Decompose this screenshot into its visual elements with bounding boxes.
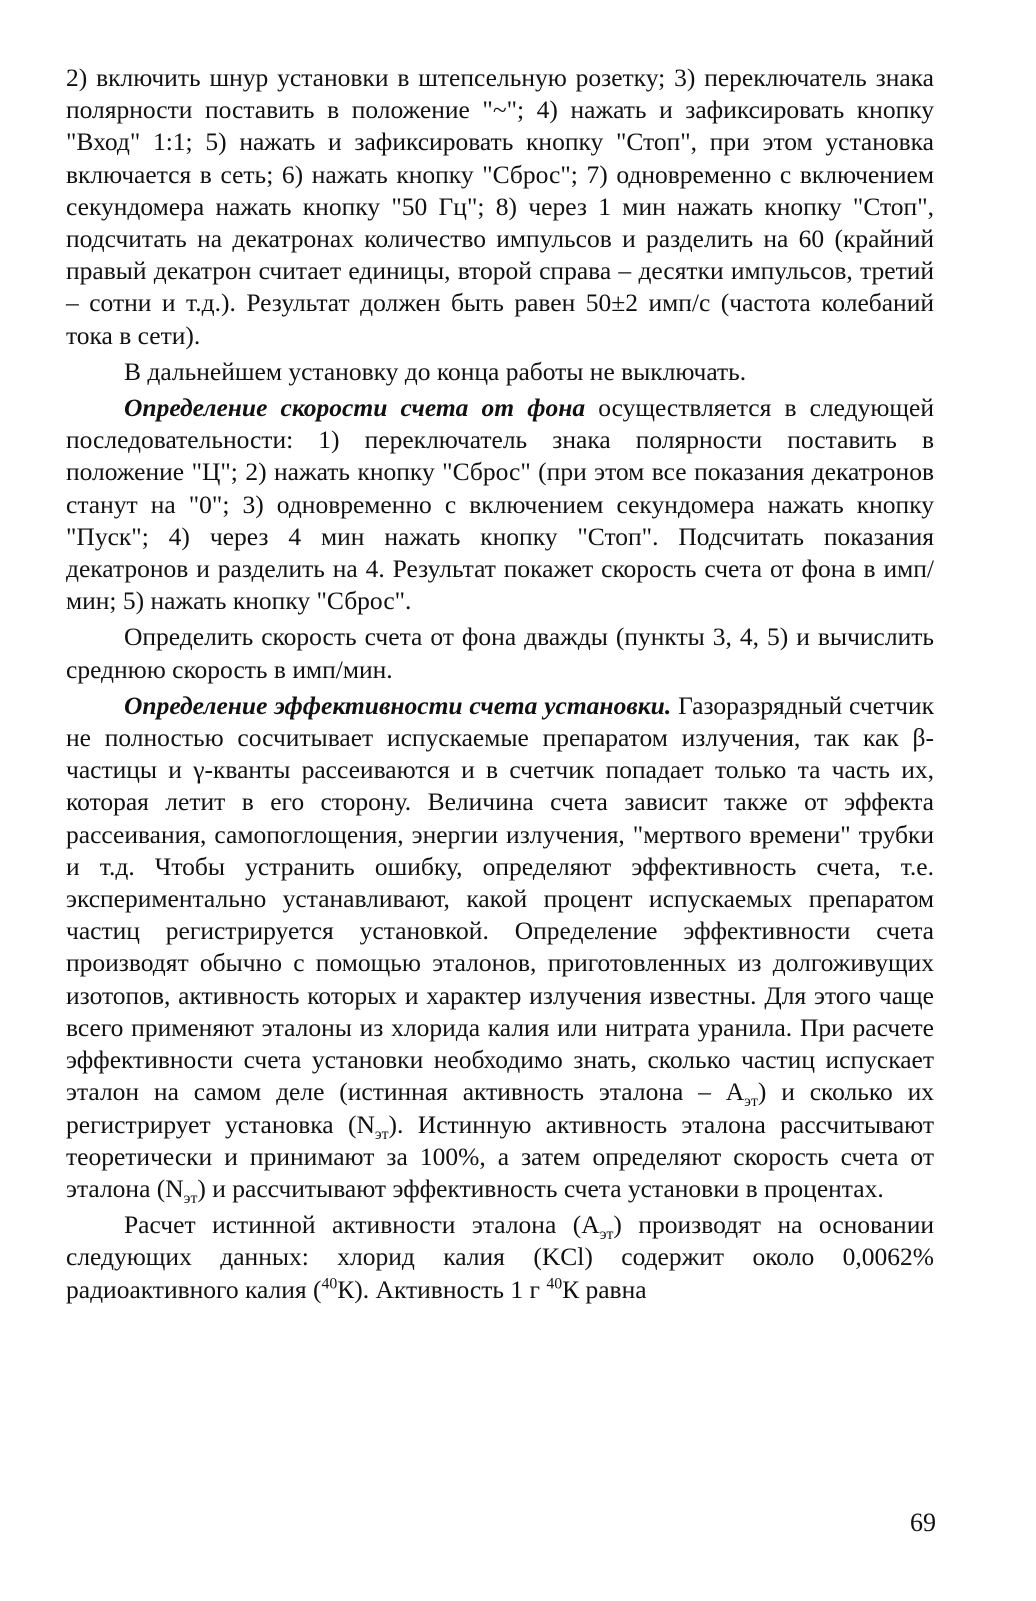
efficiency-text-b: ) и сколько их регистрирует установка (N — [66, 1077, 934, 1139]
efficiency-text-c: ). Истинную активность эталона рассчитывают теоретически и принимают за 100%, а затем определяют скорость счета от эталона (N — [66, 1109, 934, 1203]
subscript-et: эт — [183, 1190, 198, 1207]
paragraph-efficiency — [66, 690, 934, 1205]
paragraph-background-rate — [66, 392, 934, 617]
paragraph-setup-steps: 2) включить шнур установки в штепсельную розетку; 3) переключатель знака полярности поставить в положение "~"; 4) нажать и зафиксировать кнопку "Вход" 1:1; 5) нажать и зафиксировать кнопку "Стоп", при этом установка включается в сеть; 6) нажать кнопку "Сброс"; 7) одновременно с включением секундомера нажать кнопку "50 Гц"; 8) через 1 мин нажать кнопку "Стоп", подсчитать на декатронах количество импульсов и разделить на 60 (крайний правый декатрон считает единицы, второй справа – десятки импульсов, третий – сотни и т.д.). Результат должен быть равен 50±2 имп/с (частота колебаний тока в сети). — [66, 63, 934, 350]
subscript-et: эт — [374, 1125, 389, 1143]
efficiency-text-a: Газоразрядный счетчик не полностью сосчитывает испускаемые препаратом излучения, так как β-частицы и γ-кванты рассеиваются и в счетчик попадает только та часть их, которая летит в его сторону. Величина счета зависит также от эффекта рассеивания, самопоглощения, энергии излучения, "мертвого времени" трубки и т.д. Чтобы устранить ошибку, определяют эффективность счета, т.е. экспериментально устанавливают, какой процент испускаемых препаратом частиц регистрируется установкой. Определение эффективности счета производят обычно с помощью эталонов, приготовленных из долгоживущих изотопов, активность которых и характер излучения известны. Для этого чаще всего применяют эталоны из хлорида калия или нитрата уранила. При расчете эффективности счета установки необходимо знать, сколько частиц испускает эталон на самом деле (истинная активность эталона – А — [66, 690, 934, 1107]
efficiency-text-d: ) и рассчитывают эффективность счета установки в процентах. — [197, 1173, 884, 1203]
true-activity-text-b: ) производят на основании следующих данных: хлорид калия (KCl) содержит около 0,0062% радиоактивного калия ( — [66, 1210, 934, 1304]
heading-background-rate: Определение скорости счета от фона — [124, 393, 586, 423]
true-activity-text-a: Расчет истинной активности эталона (А — [124, 1210, 600, 1240]
paragraph-background-twice: Определить скорость счета от фона дважды (пункты 3, 4, 5) и вычислить среднюю скорость в имп/мин. — [66, 622, 934, 684]
body-text — [66, 62, 934, 1306]
paragraph-keep-on: В дальнейшем установку до конца работы не выключать. — [124, 356, 747, 386]
superscript-40: 40 — [546, 1275, 563, 1293]
page-number: 69 — [910, 1508, 936, 1537]
superscript-40: 40 — [321, 1275, 338, 1293]
true-activity-text-d: К равна — [562, 1274, 647, 1304]
paragraph-true-activity — [66, 1209, 934, 1306]
heading-efficiency: Определение эффективности счета установки. — [124, 690, 672, 720]
subscript-et: эт — [744, 1093, 758, 1111]
true-activity-text-c: К). Активность 1 г — [337, 1274, 547, 1304]
subscript-et: эт — [599, 1226, 614, 1244]
background-rate-text: осуществляется в следующей последовательности: 1) переключатель знака полярности поставить в положение "Ц"; 2) нажать кнопку "Сброс" (при этом все показания декатронов станут на "0"; 3) одновременно с включением секундомера нажать кнопку "Пуск"; 4) через 4 мин нажать кнопку "Стоп". Подсчитать показания декатронов и разделить на 4. Результат покажет скорость счета от фона в имп/мин; 5) нажать кнопку "Сброс". — [66, 393, 934, 616]
